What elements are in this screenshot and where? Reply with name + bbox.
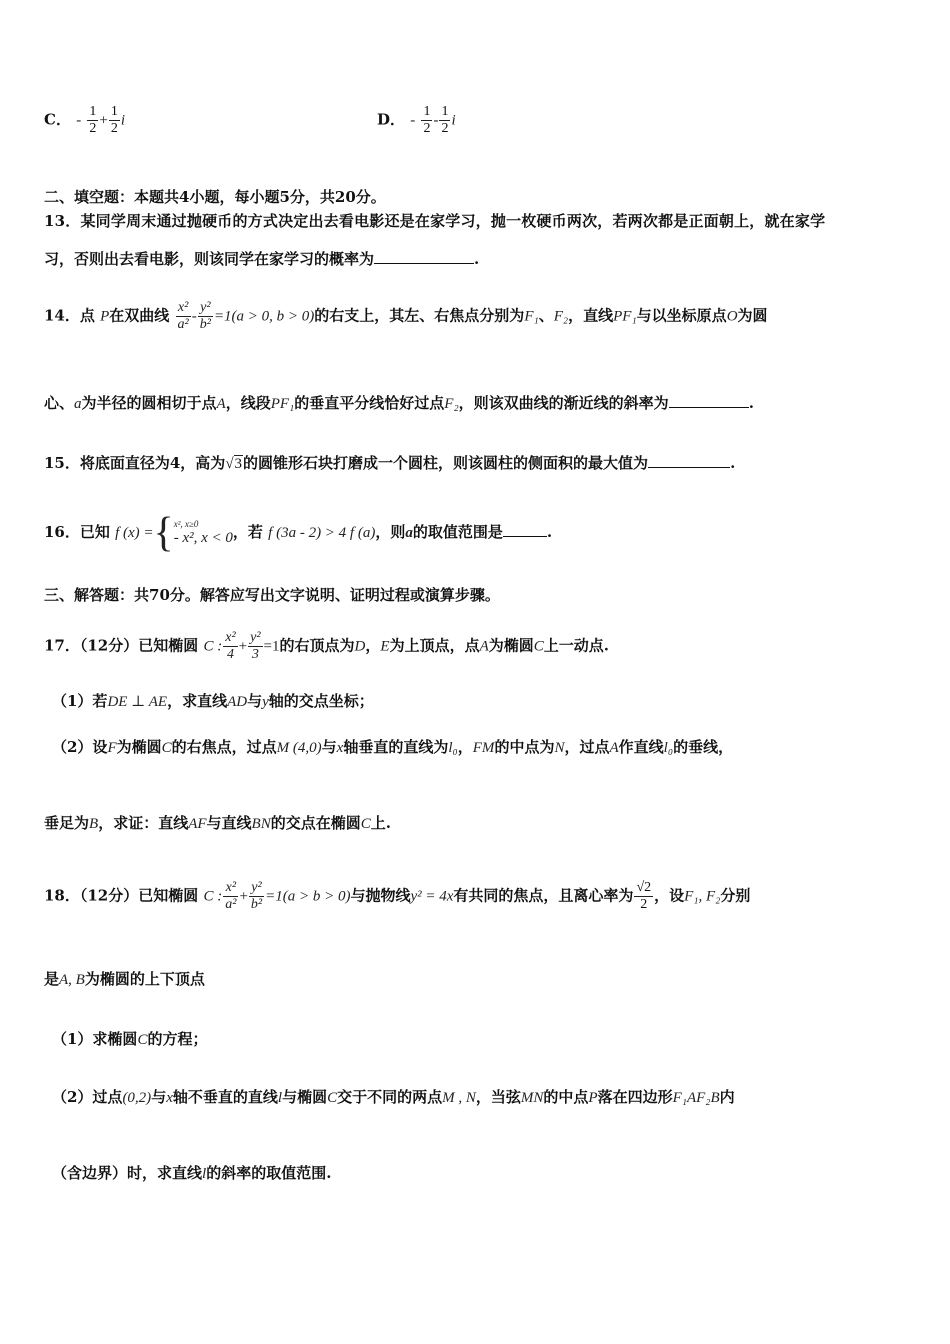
q18-eccentricity: $\frac{√2}{2}$ <box>636 880 652 912</box>
q18-x: x <box>166 1090 173 1106</box>
q17-text: 的中点为 <box>494 738 555 756</box>
q15-text: 的圆锥形石块打磨成一个圆柱，则该圆柱的侧面积的最大值为 <box>243 454 649 472</box>
q13-text: 习，否则出去看电影，则该同学在家学习的概率为 <box>44 250 375 268</box>
q14-frac-y: $\frac{\text{y²}}{\text{b²}}$ <box>199 300 211 332</box>
q14-condition: =1(a > 0, b > 0) <box>213 308 315 325</box>
q16-text: ，若 <box>232 523 263 541</box>
q14-a: a <box>74 396 82 412</box>
q18-text: 与椭圆 <box>282 1088 328 1106</box>
q14-origin: O <box>726 308 738 325</box>
option-d-unit: i <box>451 112 456 129</box>
q17-ad: AD <box>227 694 248 710</box>
q18-quad: F₁AF₂B <box>672 1090 720 1106</box>
q18-text: ，设 <box>654 886 685 905</box>
q18-text: 与抛物线 <box>350 886 411 905</box>
q17-a2: A <box>609 740 619 756</box>
q18-text: 交于不同的两点 <box>337 1088 443 1106</box>
q18-text: 有共同的焦点，且离心率为 <box>453 886 634 905</box>
q17-text: 上. <box>370 814 391 832</box>
q16-a: a <box>405 525 413 541</box>
q17-text: 作直线 <box>618 738 664 756</box>
q18-text: （2）过点 <box>52 1088 123 1106</box>
q17-text: 的右顶点为 <box>279 636 355 655</box>
q18-part2 <box>52 1086 904 1109</box>
q18-condition: =1(a > b > 0) <box>265 888 351 905</box>
q17-text: 与 <box>321 738 337 756</box>
section3-heading: 三、解答题：共70分。解答应写出文字说明、证明过程或演算步骤。 <box>44 586 500 604</box>
q17-text: 垂足为 <box>44 814 90 832</box>
q17-text: 上一动点. <box>543 636 610 655</box>
q16-period: . <box>546 523 553 541</box>
q18-line1 <box>44 880 904 913</box>
q14-text: 与以坐标原点 <box>636 306 727 325</box>
q18-point: (0,2) <box>122 1090 152 1106</box>
q14-pf1-b: PF₁ <box>270 396 295 412</box>
q18-text: （含边界）时，求直线 <box>52 1164 203 1182</box>
q16-brace: { <box>153 510 174 556</box>
q17-b: B <box>89 816 99 832</box>
q16-line <box>44 510 904 554</box>
q15-sqrt: √3 <box>225 456 243 472</box>
q13-line1: 13．某同学周末通过抛硬币的方式决定出去看电影还是在家学习，抛一枚硬币两次，若两次都是正面朝上，就在家学 <box>44 212 826 230</box>
q18-text: 是 <box>44 970 60 988</box>
q17-text: 为上顶点，点 <box>389 636 480 655</box>
q18-text: （1）求椭圆 <box>52 1030 138 1048</box>
q17-y: y <box>262 694 269 710</box>
q17-text: ，过点 <box>564 738 610 756</box>
q14-text: ，则该双曲线的渐近线的斜率为 <box>458 394 669 412</box>
q18-frac1: $\frac{\text{x²}}{\text{a²}}$ <box>225 880 237 912</box>
q18-mn: M , N <box>442 1090 476 1106</box>
q18-text: 的斜率的取值范围. <box>206 1164 332 1182</box>
q17-af: AF <box>188 816 207 832</box>
q17-l0-b: l₀ <box>663 740 674 756</box>
q16-fx: f (x) = <box>115 525 154 541</box>
option-c-unit: i <box>120 112 126 129</box>
option-d <box>377 104 456 137</box>
q15-line <box>44 452 904 475</box>
q14-point-a: A <box>216 396 226 412</box>
q17-text: 为椭圆 <box>116 738 162 756</box>
q17-part2-cont <box>44 812 904 835</box>
q18-text: 落在四边形 <box>597 1088 673 1106</box>
q16-text: ，则 <box>375 523 406 541</box>
q18-parabola: y² = 4x <box>410 888 454 905</box>
q17-text: 为椭圆 <box>488 636 534 655</box>
q17-text: ， <box>365 636 381 655</box>
q17-l0: l₀ <box>448 740 458 756</box>
q17-text: 与 <box>247 692 263 710</box>
q17-text: ，求直线 <box>167 692 228 710</box>
q14-f1: F₁ <box>524 308 539 325</box>
q17-plus: + <box>238 638 248 655</box>
option-d-sign: - <box>410 112 416 129</box>
q13-answer-blank <box>374 249 474 264</box>
q18-c3: C <box>327 1090 338 1106</box>
option-row <box>44 104 904 137</box>
option-c-label: C． <box>44 110 71 129</box>
q18-text: ，当弦 <box>475 1088 521 1106</box>
q17-frac1: $\frac{\text{x²}}{4}$ <box>225 630 236 662</box>
q17-part2 <box>52 736 904 759</box>
q18-text: 18．（12分）已知椭圆 <box>44 886 199 905</box>
q18-text: 轴不垂直的直线 <box>172 1088 278 1106</box>
q14-minus: - <box>191 308 197 325</box>
q18-text: 分别 <box>720 886 751 905</box>
q18-c2: C <box>137 1032 148 1048</box>
q18-text: 与 <box>151 1088 167 1106</box>
q18-text: 的中点 <box>543 1088 589 1106</box>
q18-part1 <box>52 1028 904 1051</box>
q17-c3: C <box>161 740 172 756</box>
q18-part2-cont <box>52 1162 904 1185</box>
q14-line2 <box>44 392 904 415</box>
q14-f2-b: F₂ <box>444 396 459 412</box>
q17-text: 17．（12分）已知椭圆 <box>44 636 199 655</box>
q18-mn2: MN <box>520 1090 544 1106</box>
q17-e: E <box>380 638 390 655</box>
option-c-sign: - <box>76 112 82 129</box>
q14-text: ，线段 <box>225 394 271 412</box>
q18-text: 的方程； <box>147 1030 208 1048</box>
q14-answer-blank <box>669 393 749 408</box>
q17-c2: C <box>533 638 544 655</box>
q16-piecewise <box>174 519 233 547</box>
q17-a: A <box>479 638 489 655</box>
q18-plus: + <box>239 888 248 905</box>
q16-text: 的取值范围是 <box>412 523 503 541</box>
q17-de-perp-ae: DE ⊥ AE <box>107 694 168 710</box>
q15-text: 15．将底面直径为4，高为 <box>44 454 226 472</box>
q18-p: P <box>588 1090 598 1106</box>
q18-line2 <box>44 968 904 991</box>
q15-period: . <box>730 454 736 472</box>
q14-text: 为圆 <box>737 306 768 325</box>
option-d-frac1: $\frac{1}{2}$ <box>423 104 431 136</box>
q17-part1 <box>52 690 904 713</box>
section2-heading: 二、填空题：本题共4小题，每小题5分，共20分。 <box>44 188 386 206</box>
q18-foci: F₁, F₂ <box>684 888 721 905</box>
q17-text: （2）设 <box>52 738 108 756</box>
q16-piece1: x², x≥0 <box>173 519 199 529</box>
option-d-frac2: $\frac{1}{2}$ <box>441 104 449 136</box>
q18-ab: A, B <box>59 972 85 988</box>
q18-frac2: $\frac{\text{y²}}{\text{b²}}$ <box>250 880 263 912</box>
q17-c: C : <box>203 638 223 655</box>
q14-period: . <box>748 394 754 412</box>
q17-text: 的交点在椭圆 <box>270 814 361 832</box>
q17-text: ， <box>457 738 473 756</box>
q17-text: 轴的交点坐标； <box>268 692 374 710</box>
q14-text: 的垂直平分线恰好过点 <box>294 394 445 412</box>
q18-c: C : <box>203 888 223 905</box>
q14-text: 在双曲线 <box>109 306 170 325</box>
q14-pf1: PF₁ <box>613 308 637 325</box>
q17-c4: C <box>360 816 371 832</box>
q18-text: 为椭圆的上下顶点 <box>84 970 205 988</box>
q14-text: ，直线 <box>568 306 614 325</box>
q18-l: l <box>277 1090 283 1106</box>
q17-frac2: $\frac{\text{y²}}{3}$ <box>250 630 261 662</box>
q16-piece2: - x², x < 0 <box>173 530 233 546</box>
q17-d: D <box>354 638 366 655</box>
q17-n: N <box>554 740 565 756</box>
q17-text: 轴垂直的直线为 <box>343 738 449 756</box>
q17-text: ，求证：直线 <box>98 814 189 832</box>
q14-line1 <box>44 300 904 333</box>
q17-bn: BN <box>251 816 271 832</box>
q17-f: F <box>107 740 117 756</box>
q14-text: 为半径的圆相切于点 <box>81 394 217 412</box>
q15-answer-blank <box>648 453 730 468</box>
q17-text: 与直线 <box>206 814 252 832</box>
q14-f2: F₂ <box>553 308 569 325</box>
q14-point-p: P <box>100 308 110 325</box>
q16-text: 16．已知 <box>44 523 110 541</box>
q14-text: 的右支上，其左、右焦点分别为 <box>314 306 525 325</box>
option-d-label: D． <box>377 110 406 129</box>
q17-line1 <box>44 630 904 663</box>
q18-l2: l <box>202 1166 207 1182</box>
q17-m: M (4,0) <box>276 740 322 756</box>
q17-eq: =1 <box>263 638 280 655</box>
q17-fm: FM <box>472 740 495 756</box>
q14-text: 14．点 <box>44 306 95 325</box>
option-c-op: + <box>99 112 108 129</box>
q18-text: 内 <box>719 1088 735 1106</box>
q16-inequality: f (3a - 2) > 4 f (a) <box>268 525 376 541</box>
q13-period: . <box>474 250 480 268</box>
q17-text: 的垂线， <box>673 738 734 756</box>
q14-frac-x: $\frac{\text{x²}}{\text{a²}}$ <box>177 300 189 332</box>
q17-x: x <box>336 740 344 756</box>
q17-text: （1）若 <box>52 692 108 710</box>
q14-text: 心、 <box>44 394 75 412</box>
option-d-op: - <box>433 112 439 129</box>
q14-sep: 、 <box>538 306 554 325</box>
q13-line2 <box>44 248 904 270</box>
q16-answer-blank <box>503 522 547 537</box>
option-c-frac2: $\frac{1}{2}$ <box>110 104 118 136</box>
option-c-frac1: $\frac{1}{2}$ <box>89 104 97 136</box>
q17-text: 的右焦点，过点 <box>171 738 277 756</box>
